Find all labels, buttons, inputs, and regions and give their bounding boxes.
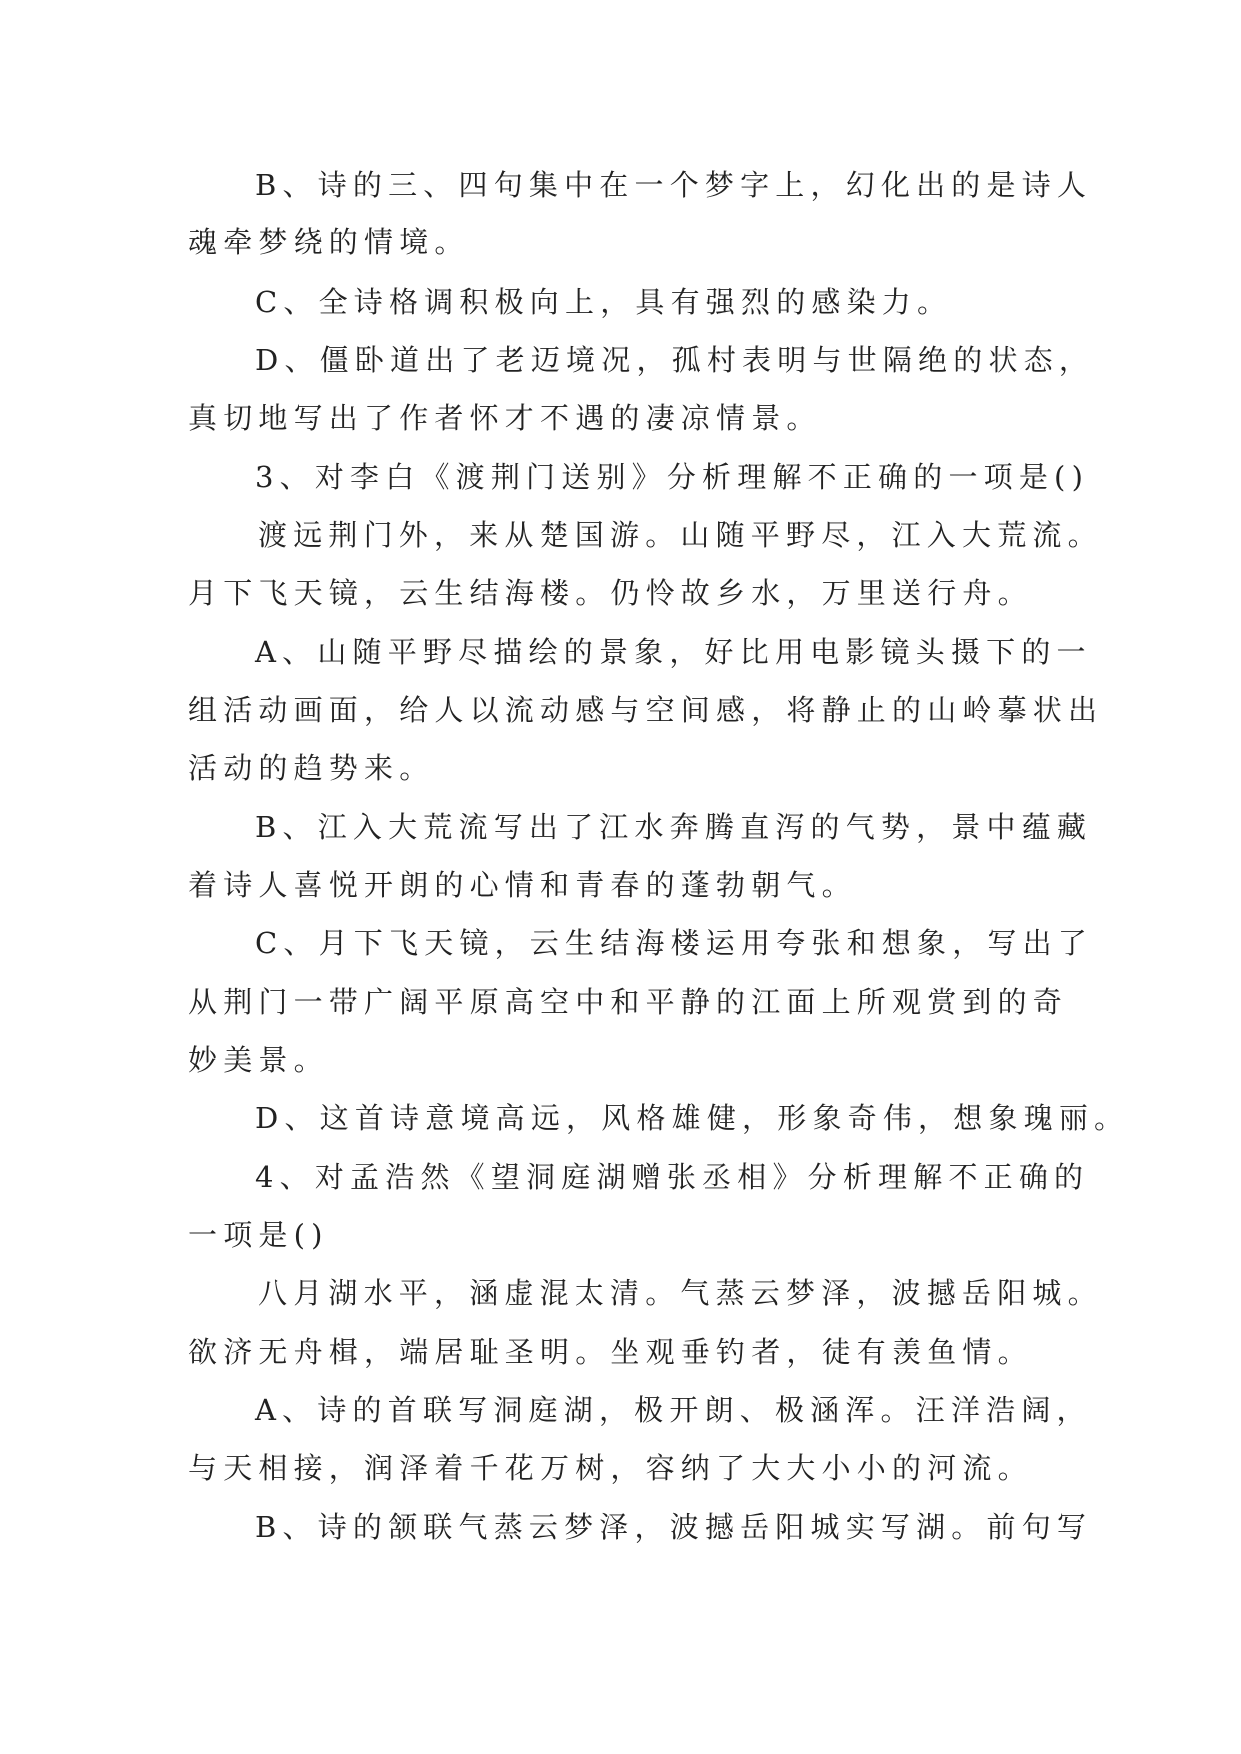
text-line: 从荆门一带广阔平原高空中和平静的江面上所观赏到的奇 [188, 985, 1069, 1019]
poem-line: 月下飞天镜，云生结海楼。仍怜故乡水，万里送行舟。 [188, 576, 1033, 610]
text-line: A、山随平野尽描绘的景象，好比用电影镜头摄下的一 [255, 635, 1092, 669]
text-line: C、全诗格调积极向上，具有强烈的感染力。 [255, 285, 953, 319]
text-line: 魂牵梦绕的情境。 [188, 225, 470, 259]
text-line: 活动的趋势来。 [188, 751, 435, 785]
text-line: B、江入大荒流写出了江水奔腾直泻的气势，景中蕴藏 [255, 810, 1093, 844]
question-4-title: 4、对孟浩然《望洞庭湖赠张丞相》分析理解不正确的 [255, 1160, 1090, 1194]
text-line: C、月下飞天镜，云生结海楼运用夸张和想象，写出了 [255, 926, 1093, 960]
text-line: 妙美景。 [188, 1043, 329, 1077]
text-line: B、诗的颔联气蒸云梦泽，波撼岳阳城实写湖。前句写 [255, 1510, 1093, 1544]
text-line: 与天相接，润泽着千花万树，容纳了大大小小的河流。 [188, 1451, 1033, 1485]
poem-line: 渡远荆门外，来从楚国游。山随平野尽，江入大荒流。 [258, 518, 1103, 552]
text-line: B、诗的三、四句集中在一个梦字上，幻化出的是诗人 [255, 168, 1093, 202]
text-line: 组活动画面，给人以流动感与空间感，将静止的山岭摹状出 [188, 693, 1104, 727]
poem-line: 欲济无舟楫，端居耻圣明。坐观垂钓者，徒有羡鱼情。 [188, 1335, 1033, 1369]
poem-line: 八月湖水平，涵虚混太清。气蒸云梦泽，波撼岳阳城。 [258, 1276, 1103, 1310]
text-line: 着诗人喜悦开朗的心情和青春的蓬勃朝气。 [188, 868, 857, 902]
text-line: D、僵卧道出了老迈境况，孤村表明与世隔绝的状态， [255, 343, 1095, 377]
question-3-title: 3、对李白《渡荆门送别》分析理解不正确的一项是() [255, 460, 1090, 494]
text-line: 一项是() [188, 1218, 329, 1252]
text-line: 真切地写出了作者怀才不遇的凄凉情景。 [188, 401, 822, 435]
text-line: A、诗的首联写洞庭湖，极开朗、极涵浑。汪洋浩阔， [255, 1393, 1092, 1427]
text-line: D、这首诗意境高远，风格雄健，形象奇伟，想象瑰丽。 [255, 1101, 1130, 1135]
